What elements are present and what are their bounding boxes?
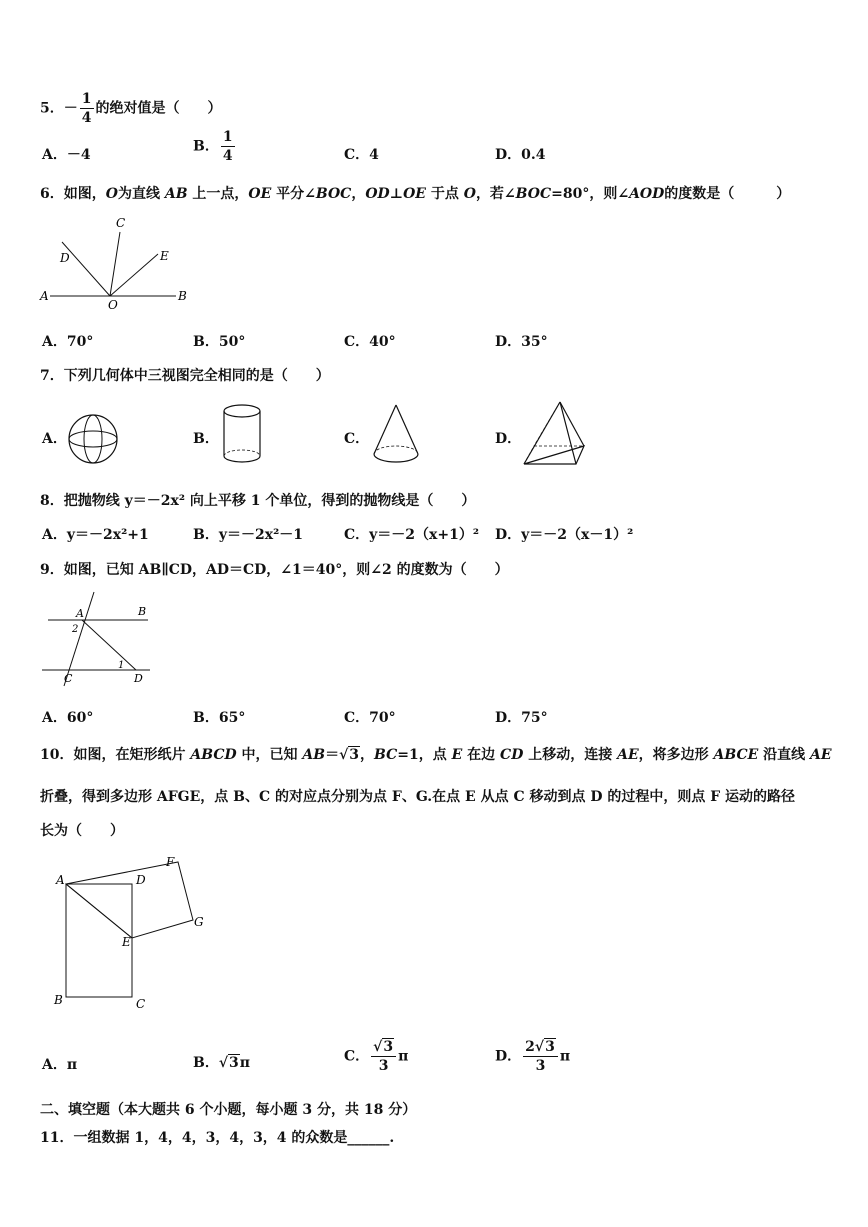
q7-option-b[interactable] [193,428,219,448]
frac-den: 3 [535,1058,546,1074]
q6-text-8: =80°，则∠ [551,186,630,202]
question-10-line-1 [40,744,832,764]
option-text: 75° [521,710,548,726]
cone-icon [370,402,422,466]
q10-number: 10． [40,747,74,763]
question-10-line-2: 折叠，得到多边形 AFGE，点 B、C 的对应点分别为点 F、G.在点 E 从点 C 移动到点 D 的过程中，则点 F 运动的路径 [40,789,796,805]
q10-var-cd: CD [500,747,524,763]
q9-label-c: C [64,672,73,685]
q7-text: 下列几何体中三视图完全相同的是（ ） [63,368,330,384]
q10-label-c: C [136,997,146,1011]
q10-text-b: 中，已知 [241,747,298,763]
option-label: C． [344,527,370,543]
q10-label-a: A [56,873,65,887]
q6-text-9: 的度数是（ ） [664,186,791,202]
option-text: 0.4 [521,147,546,163]
q10-option-c[interactable] [344,1040,408,1073]
frac-num: 1 [222,129,233,145]
option-sqrt-value: 3 [229,1055,239,1071]
option-label: A． [42,431,67,447]
option-text: 40° [369,334,396,350]
q5-fraction [80,92,94,125]
q9-label-d: D [134,672,143,685]
option-label: A． [42,527,67,543]
option-text: 70° [66,334,94,350]
q6-var-ab: AB [164,186,188,202]
q8-option-d[interactable] [495,524,633,544]
option-label: B． [193,431,219,447]
q5-option-b-fraction [221,130,235,163]
q7-option-c[interactable] [344,428,369,448]
q6-label-a: A [40,289,49,303]
option-label: C． [344,334,370,350]
q6-var-boc2: BOC [515,186,552,202]
q6-text-4: 平分∠ [276,186,316,202]
frac-num-sqrt: 3 [545,1039,555,1055]
q8-option-b[interactable] [193,524,303,544]
option-label: A． [42,334,67,350]
option-text: 65° [218,710,246,726]
q6-figure [38,212,193,312]
cylinder-icon [220,402,264,466]
option-text: y＝－2（x－1）² [521,527,634,543]
q10-label-d: D [136,873,146,887]
option-suffix: π [559,1048,571,1065]
q6-var-oe: OE [248,186,272,202]
q9-figure [38,588,156,688]
option-sqrt: √3 [218,1055,239,1071]
sphere-icon [66,412,120,466]
q10-var-bc: BC [374,747,398,763]
q9-number: 9． [40,562,64,578]
option-suffix: π [398,1048,409,1065]
q9-label-b: B [138,605,147,618]
q6-label-o: O [108,298,118,312]
frac-num-sqrt: 3 [383,1039,394,1055]
option-label: B． [193,334,219,350]
option-suffix: π [239,1055,251,1071]
q10-var-e: E [451,747,463,763]
q10-text-i: 沿直线 [763,747,806,763]
q11-end: . [389,1130,395,1146]
option-text: 50° [218,334,246,350]
q5-sign: － [63,100,78,117]
q6-text-2: 为直线 [117,186,160,202]
option-label: C． [344,431,370,447]
q6-text-6: 于点 [430,186,459,202]
option-text: －4 [66,147,91,163]
q10-text-h: ，将多边形 [638,747,709,763]
q6-text-3: 上一点， [192,186,249,202]
option-label: C． [344,1048,370,1065]
q7-number: 7． [40,368,64,384]
option-label: A． [42,710,67,726]
q5-option-d[interactable] [495,144,546,164]
q6-text-1: 如图， [63,186,106,202]
option-text: 60° [66,710,94,726]
frac-num-coef: 2 [525,1039,535,1055]
q7-option-a[interactable] [42,428,67,448]
option-label: D． [495,710,522,726]
option-label: D． [495,1048,522,1065]
q9-option-b[interactable] [193,707,245,727]
option-text: y＝－2x²+1 [66,527,149,543]
option-label: D． [495,147,522,163]
q6-option-c[interactable] [344,331,396,351]
q6-option-b[interactable] [193,331,245,351]
q6-option-a[interactable] [42,331,93,351]
q6-label-d: D [60,251,70,265]
q5-option-b[interactable] [193,130,237,163]
q10-text-d: ， [360,747,375,763]
q10-option-d[interactable] [495,1040,570,1073]
option-label: A． [42,147,67,163]
q6-number: 6． [40,186,64,202]
q5-frac-num: 1 [81,91,92,107]
pyramid-icon [520,398,590,468]
q10-text-c: ＝ [325,747,340,763]
option-label: A． [42,1057,67,1073]
q5-frac-den: 4 [81,110,92,126]
q6-var-odoe: OD⊥OE [365,186,426,202]
question-6 [40,183,790,203]
option-text: 70° [369,710,396,726]
frac-den: 4 [222,148,233,164]
q10-var-ae: AE [617,747,639,763]
q10-sqrt-value: 3 [349,747,360,763]
option-label: D． [495,431,522,447]
q10-text-g: 上移动，连接 [528,747,613,763]
frac-num: √3 [371,1040,396,1057]
q10-var-abcd: ABCD [190,747,237,763]
option-label: D． [495,334,522,350]
q9-option-a[interactable] [42,707,93,727]
q6-var-o2: O [463,186,476,202]
option-label: B． [193,1055,219,1071]
q6-text-5: ， [351,186,366,202]
option-fraction [523,1040,558,1073]
q11-text: 一组数据 1，4，4，3，4，3，4 的众数是 [73,1130,348,1146]
q10-sqrt: √3 [339,747,360,763]
q10-var-abce: ABCE [713,747,759,763]
q9-option-c[interactable] [344,707,396,727]
q5-option-a[interactable] [42,144,91,164]
option-label: B． [193,527,219,543]
q10-option-a[interactable] [42,1054,77,1074]
q6-option-d[interactable] [495,331,548,351]
question-11 [40,1127,394,1147]
frac-num: 2√3 [523,1040,558,1057]
q8-text: 把抛物线 y＝－2x² 向上平移 1 个单位，得到的抛物线是（ ） [63,493,476,509]
q10-var-ae2: AE [810,747,832,763]
q11-answer-blank[interactable]: ______ [347,1130,390,1146]
q9-angle-2: 2 [72,624,79,635]
q9-option-d[interactable] [495,707,548,727]
option-text: y＝－2（x+1）² [369,527,479,543]
q9-text: 如图，已知 AB∥CD，AD＝CD，∠1＝40°，则∠2 的度数为（ ） [63,562,509,578]
option-text: 4 [369,147,379,163]
option-text: π [66,1057,78,1073]
q10-label-f: F [166,855,175,869]
question-5 [40,92,222,125]
q6-var-aod: AOD [629,186,665,202]
q9-label-a: A [76,607,84,620]
option-label: C． [344,710,370,726]
frac-den: 3 [378,1058,389,1074]
option-fraction [371,1040,396,1073]
q6-var-o: O [105,186,118,202]
q11-number: 11． [40,1130,74,1146]
option-label: B． [193,710,219,726]
q10-label-b: B [54,993,63,1007]
question-7 [40,365,330,385]
q6-label-c: C [116,216,126,230]
q10-var-ab: AB [302,747,326,763]
question-8 [40,490,475,510]
q10-text-f: 在边 [467,747,496,763]
option-label: D． [495,527,522,543]
q6-text-7: ，若∠ [475,186,516,202]
q5-option-c[interactable] [344,144,379,164]
option-label: C． [344,147,370,163]
option-text: y＝－2x²－1 [218,527,303,543]
q10-label-e: E [122,935,131,949]
q5-number: 5． [40,100,64,117]
q10-option-b[interactable] [193,1052,250,1072]
option-text: 35° [521,334,548,350]
q10-figure [50,852,210,1017]
section-2-title: 二、填空题（本大题共 6 个小题，每小题 3 分，共 18 分） [40,1102,417,1118]
q10-text-e: =1，点 [397,747,447,763]
q10-label-g: G [194,915,204,929]
question-10-line-3: 长为（ ） [40,823,124,839]
option-label: B． [193,138,219,155]
q8-option-c[interactable] [344,524,479,544]
q8-number: 8． [40,493,64,509]
q5-text: 的绝对值是（ ） [95,100,222,117]
q6-label-e: E [160,249,169,263]
q7-option-d[interactable] [495,428,521,448]
q10-text-a: 如图，在矩形纸片 [73,747,186,763]
q6-label-b: B [178,289,187,303]
q6-var-boc: BOC [315,186,352,202]
q9-angle-1: 1 [118,660,125,671]
question-9 [40,559,509,579]
q8-option-a[interactable] [42,524,149,544]
